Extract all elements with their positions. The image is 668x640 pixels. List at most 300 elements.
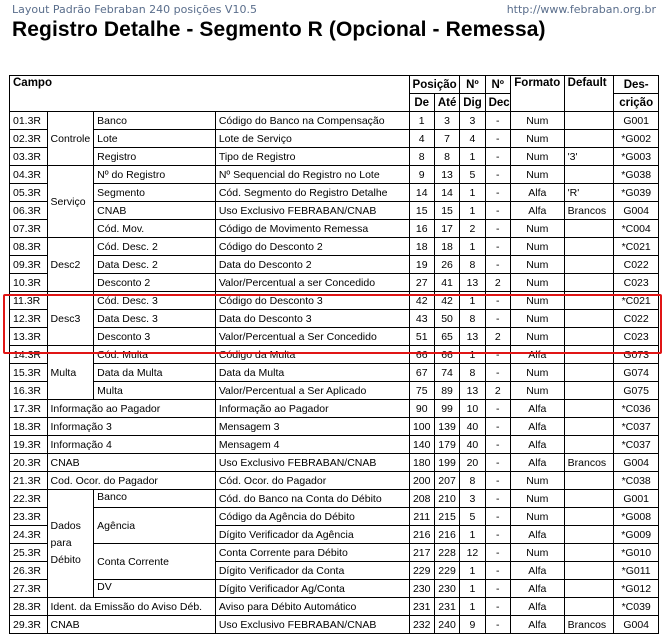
field-description: Código de Movimento Remessa — [215, 220, 409, 238]
field-digits: 4 — [460, 130, 485, 148]
field-format: Num — [510, 544, 564, 562]
field-format: Num — [510, 238, 564, 256]
field-end: 42 — [434, 292, 459, 310]
page-header — [12, 3, 656, 17]
field-format: Alfa — [510, 580, 564, 598]
field-digits: 8 — [460, 256, 485, 274]
field-description: Código do Desconto 2 — [215, 238, 409, 256]
column-header-num-digits: Nº — [460, 76, 485, 94]
field-end: 216 — [434, 526, 459, 544]
field-end: 15 — [434, 202, 459, 220]
field-description: Data da Multa — [215, 364, 409, 382]
field-default — [564, 490, 614, 508]
field-name: Desconto 2 — [94, 274, 216, 292]
field-start: 200 — [409, 472, 434, 490]
field-end: 66 — [434, 346, 459, 364]
field-code: 29.3R — [10, 616, 48, 634]
field-start: 43 — [409, 310, 434, 328]
field-code: 19.3R — [10, 436, 48, 454]
field-default — [564, 328, 614, 346]
table-row — [10, 544, 659, 562]
group-line-debito: Débito — [50, 554, 81, 566]
field-ref: *G012 — [614, 580, 659, 598]
table-row — [10, 580, 659, 598]
field-decimals: - — [485, 166, 510, 184]
field-start: 75 — [409, 382, 434, 400]
field-default — [564, 544, 614, 562]
field-end: 41 — [434, 274, 459, 292]
field-description: Uso Exclusivo FEBRABAN/CNAB — [215, 616, 409, 634]
field-decimals: - — [485, 472, 510, 490]
field-code: 24.3R — [10, 526, 48, 544]
field-default — [564, 166, 614, 184]
field-ref: G075 — [614, 382, 659, 400]
field-default — [564, 436, 614, 454]
column-header-descricao-1: Des- — [614, 76, 659, 94]
table-row — [10, 436, 659, 454]
field-ref: C023 — [614, 274, 659, 292]
field-end: 3 — [434, 112, 459, 130]
field-format: Alfa — [510, 346, 564, 364]
field-format: Alfa — [510, 454, 564, 472]
field-format: Alfa — [510, 616, 564, 634]
field-start: 230 — [409, 580, 434, 598]
field-name: CNAB — [94, 202, 216, 220]
field-description: Código do Desconto 3 — [215, 292, 409, 310]
field-name: Segmento — [94, 184, 216, 202]
field-group: Desc2 — [47, 238, 94, 292]
field-end: 8 — [434, 148, 459, 166]
field-format: Num — [510, 166, 564, 184]
field-end: 65 — [434, 328, 459, 346]
field-start: 1 — [409, 112, 434, 130]
group-line-para: para — [50, 537, 72, 549]
field-end: 231 — [434, 598, 459, 616]
field-ref: C022 — [614, 310, 659, 328]
field-digits: 8 — [460, 310, 485, 328]
field-format: Num — [510, 274, 564, 292]
field-start: 217 — [409, 544, 434, 562]
field-default — [564, 382, 614, 400]
field-digits: 1 — [460, 346, 485, 364]
field-end: 179 — [434, 436, 459, 454]
field-name: Conta Corrente — [94, 544, 216, 580]
field-default — [564, 598, 614, 616]
field-default — [564, 364, 614, 382]
table-row — [10, 418, 659, 436]
field-end: 210 — [434, 490, 459, 508]
field-end: 229 — [434, 562, 459, 580]
field-group — [47, 490, 94, 598]
field-name: CNAB — [47, 454, 215, 472]
field-code: 12.3R — [10, 310, 48, 328]
field-start: 51 — [409, 328, 434, 346]
field-digits: 13 — [460, 274, 485, 292]
field-description: Lote de Serviço — [215, 130, 409, 148]
field-name: Multa — [94, 382, 216, 400]
field-ref: *G008 — [614, 508, 659, 526]
field-start: 180 — [409, 454, 434, 472]
field-ref: *C021 — [614, 238, 659, 256]
field-decimals: - — [485, 184, 510, 202]
field-description: Data do Desconto 3 — [215, 310, 409, 328]
field-name: Data Desc. 2 — [94, 256, 216, 274]
field-digits: 1 — [460, 526, 485, 544]
field-description: Cód. Segmento do Registro Detalhe — [215, 184, 409, 202]
field-decimals: - — [485, 202, 510, 220]
field-end: 230 — [434, 580, 459, 598]
field-digits: 1 — [460, 238, 485, 256]
field-ref: G001 — [614, 112, 659, 130]
field-start: 229 — [409, 562, 434, 580]
field-default — [564, 256, 614, 274]
field-code: 04.3R — [10, 166, 48, 184]
group-line-dados: Dados — [50, 520, 81, 532]
table-row — [10, 472, 659, 490]
field-end: 18 — [434, 238, 459, 256]
field-end: 74 — [434, 364, 459, 382]
field-digits: 1 — [460, 598, 485, 616]
field-group: Controle — [47, 112, 94, 166]
field-digits: 3 — [460, 490, 485, 508]
field-description: Conta Corrente para Débito — [215, 544, 409, 562]
field-format: Num — [510, 220, 564, 238]
field-decimals: - — [485, 364, 510, 382]
field-code: 28.3R — [10, 598, 48, 616]
field-description: Uso Exclusivo FEBRABAN/CNAB — [215, 454, 409, 472]
field-code: 06.3R — [10, 202, 48, 220]
field-start: 18 — [409, 238, 434, 256]
field-decimals: - — [485, 580, 510, 598]
field-digits: 8 — [460, 472, 485, 490]
field-end: 13 — [434, 166, 459, 184]
field-decimals: - — [485, 598, 510, 616]
field-code: 10.3R — [10, 274, 48, 292]
field-ref: *G039 — [614, 184, 659, 202]
field-digits: 3 — [460, 112, 485, 130]
field-format: Alfa — [510, 184, 564, 202]
field-digits: 9 — [460, 616, 485, 634]
field-name: Banco — [94, 490, 216, 508]
field-group: Desc3 — [47, 292, 94, 346]
field-description: Data do Desconto 2 — [215, 256, 409, 274]
field-name: Data Desc. 3 — [94, 310, 216, 328]
field-code: 26.3R — [10, 562, 48, 580]
field-end: 14 — [434, 184, 459, 202]
table-row — [10, 238, 659, 256]
field-ref: G004 — [614, 454, 659, 472]
table-row — [10, 364, 659, 382]
field-decimals: - — [485, 490, 510, 508]
field-start: 66 — [409, 346, 434, 364]
field-code: 08.3R — [10, 238, 48, 256]
field-name: Cód. Desc. 2 — [94, 238, 216, 256]
field-format: Num — [510, 364, 564, 382]
field-ref: *C038 — [614, 472, 659, 490]
field-description: Uso Exclusivo FEBRABAN/CNAB — [215, 202, 409, 220]
field-default — [564, 310, 614, 328]
field-end: 199 — [434, 454, 459, 472]
field-code: 18.3R — [10, 418, 48, 436]
field-end: 89 — [434, 382, 459, 400]
column-header-de: De — [409, 94, 434, 112]
field-start: 15 — [409, 202, 434, 220]
field-default — [564, 112, 614, 130]
field-decimals: 2 — [485, 274, 510, 292]
field-name: Agência — [94, 508, 216, 544]
field-description: Mensagem 3 — [215, 418, 409, 436]
field-description: Nº Sequencial do Registro no Lote — [215, 166, 409, 184]
field-name: Desconto 3 — [94, 328, 216, 346]
field-ref: *G002 — [614, 130, 659, 148]
field-ref: *G038 — [614, 166, 659, 184]
field-name: CNAB — [47, 616, 215, 634]
field-description: Valor/Percentual a Ser Aplicado — [215, 382, 409, 400]
field-ref: *C039 — [614, 598, 659, 616]
field-description: Dígito Verificador Ag/Conta — [215, 580, 409, 598]
column-header-dec: Dec — [485, 94, 510, 112]
field-start: 4 — [409, 130, 434, 148]
field-default — [564, 526, 614, 544]
field-description: Dígito Verificador da Conta — [215, 562, 409, 580]
field-format: Alfa — [510, 526, 564, 544]
field-ref: C022 — [614, 256, 659, 274]
field-digits: 1 — [460, 184, 485, 202]
field-digits: 1 — [460, 292, 485, 310]
field-default — [564, 346, 614, 364]
field-ref: G073 — [614, 346, 659, 364]
field-end: 139 — [434, 418, 459, 436]
field-description: Valor/Percentual a Ser Concedido — [215, 328, 409, 346]
table-row — [10, 256, 659, 274]
field-code: 17.3R — [10, 400, 48, 418]
field-ref: *C037 — [614, 436, 659, 454]
field-start: 27 — [409, 274, 434, 292]
field-default — [564, 220, 614, 238]
field-end: 228 — [434, 544, 459, 562]
field-name: Data da Multa — [94, 364, 216, 382]
field-decimals: - — [485, 310, 510, 328]
field-ref: C023 — [614, 328, 659, 346]
field-format: Num — [510, 382, 564, 400]
field-format: Num — [510, 310, 564, 328]
field-ref: *C021 — [614, 292, 659, 310]
table-row — [10, 454, 659, 472]
field-digits: 10 — [460, 400, 485, 418]
field-digits: 13 — [460, 382, 485, 400]
field-default — [564, 418, 614, 436]
field-format: Alfa — [510, 562, 564, 580]
field-default — [564, 580, 614, 598]
table-row — [10, 346, 659, 364]
field-ref: G004 — [614, 202, 659, 220]
field-start: 232 — [409, 616, 434, 634]
field-decimals: - — [485, 616, 510, 634]
field-decimals: - — [485, 148, 510, 166]
field-default — [564, 238, 614, 256]
field-format: Num — [510, 490, 564, 508]
field-end: 50 — [434, 310, 459, 328]
field-description: Valor/Percentual a ser Concedido — [215, 274, 409, 292]
table-row — [10, 112, 659, 130]
field-end: 215 — [434, 508, 459, 526]
field-code: 14.3R — [10, 346, 48, 364]
field-decimals: 2 — [485, 382, 510, 400]
field-name: DV — [94, 580, 216, 598]
field-format: Num — [510, 256, 564, 274]
field-name: Cod. Ocor. do Pagador — [47, 472, 215, 490]
table-row — [10, 598, 659, 616]
field-format: Alfa — [510, 436, 564, 454]
field-start: 231 — [409, 598, 434, 616]
field-description: Tipo de Registro — [215, 148, 409, 166]
table-row — [10, 616, 659, 634]
field-start: 211 — [409, 508, 434, 526]
field-decimals: - — [485, 508, 510, 526]
field-code: 02.3R — [10, 130, 48, 148]
field-digits: 20 — [460, 454, 485, 472]
field-description: Cód. do Banco na Conta do Débito — [215, 490, 409, 508]
field-format: Num — [510, 472, 564, 490]
table-row — [10, 202, 659, 220]
field-default — [564, 400, 614, 418]
column-header-default: Default — [564, 76, 614, 112]
field-code: 09.3R — [10, 256, 48, 274]
field-description: Aviso para Débito Automático — [215, 598, 409, 616]
field-default — [564, 130, 614, 148]
field-format: Alfa — [510, 418, 564, 436]
column-header-num-decimals: Nº — [485, 76, 510, 94]
field-format: Num — [510, 328, 564, 346]
field-digits: 40 — [460, 418, 485, 436]
field-default: 'R' — [564, 184, 614, 202]
field-name: Informação ao Pagador — [47, 400, 215, 418]
field-ref: *G011 — [614, 562, 659, 580]
field-digits: 8 — [460, 364, 485, 382]
field-start: 16 — [409, 220, 434, 238]
field-decimals: - — [485, 130, 510, 148]
field-decimals: - — [485, 562, 510, 580]
field-description: Dígito Verificador da Agência — [215, 526, 409, 544]
field-code: 23.3R — [10, 508, 48, 526]
field-description: Cód. Ocor. do Pagador — [215, 472, 409, 490]
field-format: Alfa — [510, 202, 564, 220]
field-digits: 12 — [460, 544, 485, 562]
field-name: Informação 4 — [47, 436, 215, 454]
field-group: Multa — [47, 346, 94, 400]
field-ref: *G009 — [614, 526, 659, 544]
field-format: Alfa — [510, 400, 564, 418]
field-code: 21.3R — [10, 472, 48, 490]
field-group: Serviço — [47, 166, 94, 238]
field-code: 07.3R — [10, 220, 48, 238]
field-decimals: - — [485, 238, 510, 256]
column-header-posicao: Posição — [409, 76, 460, 94]
field-code: 20.3R — [10, 454, 48, 472]
field-end: 7 — [434, 130, 459, 148]
field-code: 05.3R — [10, 184, 48, 202]
field-digits: 13 — [460, 328, 485, 346]
field-code: 03.3R — [10, 148, 48, 166]
page-title: Registro Detalhe - Segmento R (Opcional - Remessa) — [12, 18, 546, 41]
table-row — [10, 184, 659, 202]
field-decimals: - — [485, 346, 510, 364]
field-ref: *C004 — [614, 220, 659, 238]
field-decimals: 2 — [485, 328, 510, 346]
field-description: Informação ao Pagador — [215, 400, 409, 418]
field-description: Mensagem 4 — [215, 436, 409, 454]
field-description: Código da Agência do Débito — [215, 508, 409, 526]
table-row — [10, 148, 659, 166]
field-code: 11.3R — [10, 292, 48, 310]
field-start: 19 — [409, 256, 434, 274]
field-ref: G074 — [614, 364, 659, 382]
field-end: 99 — [434, 400, 459, 418]
field-decimals: - — [485, 292, 510, 310]
field-default: Brancos — [564, 454, 614, 472]
field-default — [564, 274, 614, 292]
field-code: 16.3R — [10, 382, 48, 400]
field-default: '3' — [564, 148, 614, 166]
febraban-url-link[interactable]: http://www.febraban.org.br — [506, 3, 656, 16]
field-end: 26 — [434, 256, 459, 274]
table-row — [10, 274, 659, 292]
field-description: Código da Multa — [215, 346, 409, 364]
field-format: Num — [510, 130, 564, 148]
field-format: Num — [510, 508, 564, 526]
field-default — [564, 508, 614, 526]
column-header-descricao-2: crição — [614, 94, 659, 112]
field-ref: G001 — [614, 490, 659, 508]
field-name: Banco — [94, 112, 216, 130]
table-row — [10, 220, 659, 238]
column-header-campo: Campo — [10, 76, 410, 112]
field-start: 208 — [409, 490, 434, 508]
field-decimals: - — [485, 544, 510, 562]
field-decimals: - — [485, 112, 510, 130]
column-header-formato: Formato — [510, 76, 564, 112]
field-decimals: - — [485, 526, 510, 544]
field-name: Nº do Registro — [94, 166, 216, 184]
field-ref: *G010 — [614, 544, 659, 562]
field-decimals: - — [485, 418, 510, 436]
field-format: Alfa — [510, 598, 564, 616]
table-row — [10, 382, 659, 400]
field-start: 140 — [409, 436, 434, 454]
field-digits: 1 — [460, 580, 485, 598]
field-start: 9 — [409, 166, 434, 184]
field-end: 207 — [434, 472, 459, 490]
field-start: 42 — [409, 292, 434, 310]
field-digits: 5 — [460, 166, 485, 184]
field-name: Cód. Desc. 3 — [94, 292, 216, 310]
field-name: Cód. Mov. — [94, 220, 216, 238]
field-format: Num — [510, 112, 564, 130]
table-row — [10, 328, 659, 346]
field-format: Num — [510, 148, 564, 166]
field-code: 13.3R — [10, 328, 48, 346]
field-digits: 1 — [460, 562, 485, 580]
table-row — [10, 166, 659, 184]
field-name: Cód. Multa — [94, 346, 216, 364]
field-format: Num — [510, 292, 564, 310]
table-row — [10, 130, 659, 148]
field-digits: 1 — [460, 202, 485, 220]
column-header-ate: Até — [434, 94, 459, 112]
field-code: 01.3R — [10, 112, 48, 130]
field-digits: 5 — [460, 508, 485, 526]
field-description: Código do Banco na Compensação — [215, 112, 409, 130]
